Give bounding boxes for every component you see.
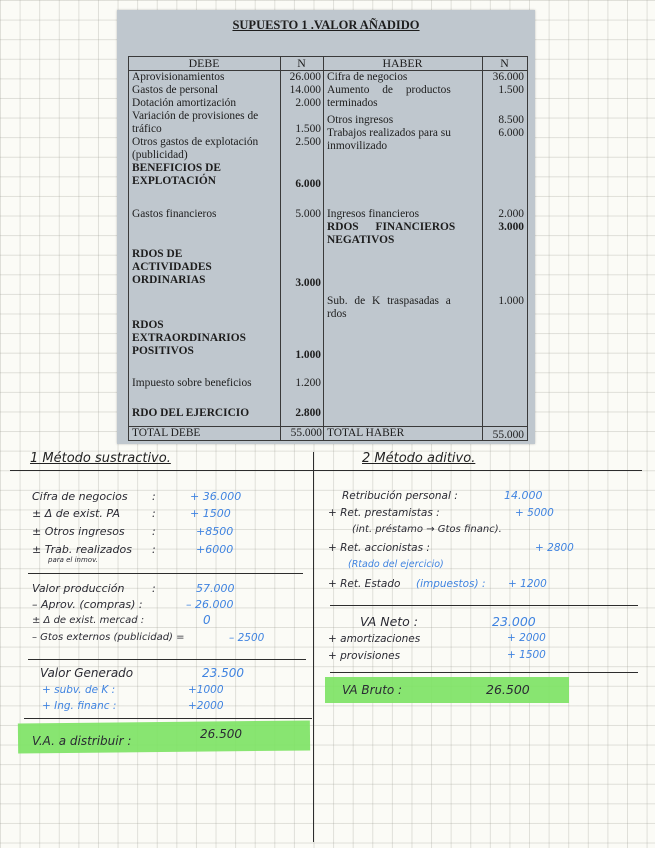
debe-item: (publicidad) — [132, 149, 188, 161]
col-header-debe: DEBE — [188, 56, 220, 70]
calc-sep: : — [152, 582, 156, 595]
calc-value: +2000 — [188, 700, 224, 712]
calc-label: Cifra de negocios — [32, 490, 128, 503]
haber-item-text: Aumento de productos — [327, 84, 451, 96]
debe-value: 5.000 — [295, 208, 321, 220]
calc-label: + amortizaciones — [328, 633, 421, 645]
calc-note: (Rtado del ejercicio) — [348, 559, 444, 570]
calc-label: Valor producción — [32, 582, 125, 595]
calc-label: – Gtos externos (publicidad) = — [32, 632, 185, 643]
col-header-haber: HABER — [382, 56, 423, 70]
debe-item: Impuesto sobre beneficios — [132, 377, 252, 389]
calc-label: ± Trab. realizados — [32, 543, 132, 556]
table-rule — [128, 56, 129, 441]
va-bruto-value: 26.500 — [486, 682, 530, 697]
debe-item: BENEFICIOS DE — [132, 162, 221, 174]
calc-value: 0 — [203, 613, 211, 627]
calc-label: + Ret. Estado — [328, 578, 401, 590]
calc-value: – 2500 — [229, 632, 265, 644]
calc-note: (int. préstamo → Gtos financ). — [352, 524, 502, 535]
table-rule — [527, 56, 528, 441]
debe-value: 2.800 — [295, 407, 321, 419]
calc-label: – Aprov. (compras) : — [32, 598, 143, 611]
calc-value: +6000 — [196, 543, 234, 556]
calc-value: +8500 — [196, 525, 234, 538]
total-haber-value: 55.000 — [492, 429, 524, 441]
haber-item — [327, 84, 477, 97]
debe-value: 2.000 — [295, 97, 321, 109]
haber-value: 2.000 — [498, 208, 524, 220]
calc-note: para el inmov. — [48, 556, 98, 564]
calc-label: ± Otros ingresos — [32, 525, 125, 538]
calc-value: +1000 — [188, 684, 224, 696]
sum-line — [28, 659, 306, 660]
debe-item: Gastos de personal — [132, 84, 219, 96]
sum-line — [330, 672, 638, 673]
debe-value: 1.000 — [295, 349, 321, 361]
calc-sep: : — [152, 525, 156, 538]
debe-item: ORDINARIAS — [132, 274, 206, 286]
valor-generado-label: Valor Generado — [40, 666, 134, 680]
debe-value: 6.000 — [295, 178, 321, 190]
calc-label: ± Δ de exist. PA — [32, 507, 120, 520]
calc-value: + 2800 — [535, 542, 574, 554]
debe-item: tráfico — [132, 123, 162, 135]
debe-item: POSITIVOS — [132, 345, 194, 357]
haber-item: Trabajos realizados para su — [327, 127, 451, 139]
col-header-n: N — [500, 56, 509, 70]
debe-item: Otros gastos de explotación — [132, 136, 259, 148]
haber-item: Otros ingresos — [327, 114, 394, 126]
calc-label: + Ret. accionistas : — [328, 542, 430, 554]
haber-value: 3.000 — [498, 221, 524, 233]
calc-value: + 2000 — [507, 632, 546, 644]
col-header-n: N — [297, 56, 306, 70]
calc-value: 57.000 — [196, 582, 235, 595]
va-distribuir-value: 26.500 — [200, 727, 242, 741]
debe-value: 1.500 — [295, 123, 321, 135]
calc-value: + 1500 — [190, 507, 231, 520]
debe-item: Variación de provisiones de — [132, 110, 259, 122]
calc-value: + 1500 — [507, 649, 546, 661]
calc-label: + Ret. prestamistas : — [328, 507, 440, 519]
haber-item: RDOS FINANCIEROS — [327, 221, 456, 233]
calc-note: (impuestos) : — [416, 578, 486, 590]
debe-item: Aprovisionamientos — [132, 71, 225, 83]
va-bruto-label: VA Bruto : — [342, 683, 403, 697]
haber-value: 36.000 — [492, 71, 524, 83]
calc-label: + Ing. financ : — [42, 700, 117, 712]
haber-item: Cifra de negocios — [327, 71, 408, 83]
debe-item: EXTRAORDINARIOS — [132, 332, 246, 344]
valor-generado-value: 23.500 — [202, 666, 244, 680]
haber-value: 1.000 — [498, 295, 524, 307]
debe-value: 3.000 — [295, 277, 321, 289]
debe-value: 14.000 — [289, 84, 321, 96]
left-heading: 1 Método sustractivo. — [30, 451, 171, 466]
haber-item: terminados — [327, 97, 378, 109]
right-heading: 2 Método aditivo. — [362, 451, 476, 466]
sum-line — [24, 718, 312, 719]
haber-value: 6.000 — [498, 127, 524, 139]
debe-item: EXPLOTACIÓN — [132, 175, 216, 187]
value-added-table — [128, 43, 528, 441]
calc-value: + 1200 — [508, 578, 547, 590]
column-divider — [313, 452, 314, 842]
calc-label: ± Δ de exist. mercad : — [32, 615, 145, 626]
haber-item: rdos — [327, 308, 347, 320]
total-debe-label: TOTAL DEBE — [132, 427, 201, 439]
divider-line — [10, 470, 642, 471]
debe-value: 1.200 — [295, 377, 321, 389]
debe-item: ACTIVIDADES — [132, 261, 212, 273]
calc-label: + provisiones — [328, 650, 401, 662]
haber-item: Sub. de K traspasadas a — [327, 295, 451, 307]
debe-item: Gastos financieros — [132, 208, 217, 220]
calc-label: + subv. de K : — [42, 684, 116, 696]
haber-item: NEGATIVOS — [327, 234, 395, 246]
va-neto-label: VA Neto : — [360, 614, 419, 629]
haber-value: 8.500 — [498, 114, 524, 126]
debe-value: 2.500 — [295, 136, 321, 148]
va-neto-value: 23.000 — [492, 614, 536, 629]
calc-value: – 26.000 — [186, 598, 234, 611]
calc-sep: : — [152, 543, 156, 556]
sum-line — [28, 573, 303, 574]
table-title: SUPUESTO 1 .VALOR AÑADIDO — [232, 18, 420, 32]
debe-item: RDO DEL EJERCICIO — [132, 407, 250, 419]
calc-sep: : — [152, 490, 156, 503]
calc-sep: : — [152, 507, 156, 520]
calc-label: Retribución personal : — [342, 490, 458, 502]
table-rule — [128, 440, 528, 441]
calc-value: 14.000 — [504, 489, 543, 502]
haber-value: 1.500 — [498, 84, 524, 96]
total-haber-label: TOTAL HABER — [327, 427, 405, 439]
haber-item: inmovilizado — [327, 140, 388, 152]
calc-value: + 5000 — [515, 507, 554, 519]
debe-item: Dotación amortización — [132, 97, 237, 109]
va-distribuir-label: V.A. a distribuir : — [32, 734, 132, 748]
debe-value: 26.000 — [289, 71, 321, 83]
sum-line — [330, 605, 638, 606]
haber-item: Ingresos financieros — [327, 208, 420, 220]
printed-table-photo — [117, 10, 535, 444]
calc-value: + 36.000 — [190, 490, 242, 503]
debe-item: RDOS DE — [132, 248, 183, 260]
total-debe-value: 55.000 — [290, 427, 322, 439]
debe-item: RDOS — [132, 319, 164, 331]
table-rule — [323, 56, 324, 441]
